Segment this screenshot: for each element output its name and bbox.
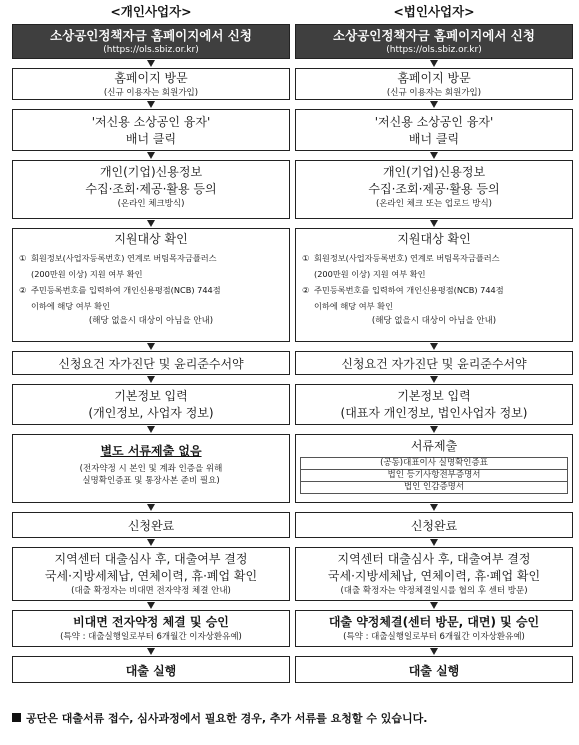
complete-box — [295, 512, 573, 538]
down-arrow-icon — [295, 647, 573, 656]
down-arrow-icon — [12, 425, 290, 434]
header-url-text: (https://ols.sbiz.or.kr) — [103, 45, 199, 55]
basic-info-main: 기본정보 입력 — [114, 389, 188, 403]
documents-title: 별도 서류제출 없음 — [100, 444, 202, 458]
review-sub: (대출 확정자는 약정체결일시를 협의 후 센터 방문) — [340, 586, 528, 596]
basic-info-box — [295, 384, 573, 425]
down-arrow-icon — [12, 219, 290, 228]
consent-box — [295, 160, 573, 219]
banner-box — [12, 109, 290, 151]
down-arrow-icon — [12, 503, 290, 512]
individual-column — [12, 0, 290, 683]
item-number: ① — [302, 253, 310, 263]
eligibility-title: 지원대상 확인 — [114, 232, 188, 246]
contract-box — [295, 610, 573, 647]
square-bullet-icon — [12, 713, 21, 722]
basic-info-sub: (대표자 개인정보, 법인사업자 정보) — [340, 406, 528, 420]
consent-sub: (온라인 체크 또는 업로드 방식) — [376, 199, 492, 209]
eligibility-item-1-cont: (200만원 이상) 지원 여부 확인 — [314, 269, 426, 279]
execute-text: 대출 실행 — [408, 664, 460, 678]
documents-note-2: 실명확인증표 및 통장사본 준비 필요) — [82, 476, 220, 486]
eligibility-item-1 — [296, 250, 572, 266]
header-url-text: (https://ols.sbiz.or.kr) — [386, 45, 482, 55]
complete-text: 신청완료 — [127, 519, 175, 533]
visit-box — [12, 68, 290, 100]
execute-box — [295, 656, 573, 683]
item-text: 주민등록번호를 입력하여 개인신용평점(NCB) 744점 — [31, 285, 221, 295]
review-sub: (대출 확정자는 비대면 전자약정 체결 안내) — [71, 586, 231, 596]
banner-line2: 배너 클릭 — [125, 132, 177, 146]
documents-box — [295, 434, 573, 503]
header-main-text: 소상공인정책자금 홈페이지에서 신청 — [50, 28, 252, 43]
visit-box — [295, 68, 573, 100]
down-arrow-icon — [295, 151, 573, 160]
visit-sub-text: (신규 이용자는 회원가입) — [386, 88, 482, 98]
consent-line2: 수집·조회·제공·활용 등의 — [85, 182, 217, 196]
eligibility-item-1 — [13, 250, 289, 266]
down-arrow-icon — [12, 538, 290, 547]
down-arrow-icon — [12, 375, 290, 384]
down-arrow-icon — [295, 601, 573, 610]
banner-line1: '저신용 소상공인 융자' — [91, 115, 211, 129]
down-arrow-icon — [295, 503, 573, 512]
down-arrow-icon — [12, 100, 290, 109]
header-main-text: 소상공인정책자금 홈페이지에서 신청 — [333, 28, 535, 43]
down-arrow-icon — [295, 375, 573, 384]
contract-main: 대출 약정체결(센터 방문, 대면) 및 승인 — [328, 615, 540, 629]
execute-box — [12, 656, 290, 683]
contract-sub: (특약 : 대출실행일로부터 6개월간 이자상환유예) — [60, 632, 242, 642]
item-number: ① — [19, 253, 27, 263]
apply-header-box — [295, 24, 573, 59]
visit-main-text: 홈페이지 방문 — [397, 71, 471, 85]
banner-box — [295, 109, 573, 151]
banner-line2: 배너 클릭 — [408, 132, 460, 146]
contract-main: 비대면 전자약정 체결 및 승인 — [73, 615, 229, 629]
apply-header-box — [12, 24, 290, 59]
review-line1: 지역센터 대출심사 후, 대출여부 결정 — [337, 552, 531, 566]
consent-line1: 개인(기업)신용정보 — [382, 165, 486, 179]
down-arrow-icon — [12, 151, 290, 160]
footer-note-text: 공단은 대출서류 접수, 심사과정에서 필요한 경우, 추가 서류를 요청할 수 있습니다. — [26, 712, 428, 725]
document-item: 법인 등기사항전부증명서 — [300, 470, 568, 482]
corporate-column — [295, 0, 573, 683]
consent-box — [12, 160, 290, 219]
down-arrow-icon — [12, 647, 290, 656]
document-item: 법인 인감증명서 — [300, 482, 568, 494]
contract-box — [12, 610, 290, 647]
down-arrow-icon — [295, 59, 573, 68]
down-arrow-icon — [12, 601, 290, 610]
item-text: 회원정보(사업자등록번호) 연계로 버팀목자금플러스 — [31, 253, 217, 263]
contract-sub: (특약 : 대출실행일로부터 6개월간 이자상환유예) — [343, 632, 525, 642]
down-arrow-icon — [295, 219, 573, 228]
item-text: 회원정보(사업자등록번호) 연계로 버팀목자금플러스 — [314, 253, 500, 263]
review-box — [12, 547, 290, 601]
down-arrow-icon — [295, 425, 573, 434]
self-check-box — [12, 351, 290, 375]
eligibility-note: (해당 없을시 대상이 아님을 안내) — [88, 316, 214, 326]
eligibility-item-2 — [296, 282, 572, 298]
banner-line1: '저신용 소상공인 융자' — [374, 115, 494, 129]
down-arrow-icon — [295, 342, 573, 351]
review-line2: 국세·지방세체납, 연체이력, 휴·폐업 확인 — [44, 569, 258, 583]
basic-info-sub: (개인정보, 사업자 정보) — [88, 406, 214, 420]
down-arrow-icon — [295, 538, 573, 547]
eligibility-item-2-cont: 이하에 해당 여부 확인 — [314, 301, 393, 311]
documents-title: 서류제출 — [410, 439, 458, 453]
eligibility-item-2-cont: 이하에 해당 여부 확인 — [31, 301, 110, 311]
execute-text: 대출 실행 — [125, 664, 177, 678]
review-line1: 지역센터 대출심사 후, 대출여부 결정 — [54, 552, 248, 566]
consent-line2: 수집·조회·제공·활용 등의 — [368, 182, 500, 196]
eligibility-item-1-cont: (200만원 이상) 지원 여부 확인 — [31, 269, 143, 279]
self-check-text: 신청요건 자가진단 및 윤리준수서약 — [58, 357, 244, 371]
down-arrow-icon — [12, 342, 290, 351]
item-text: 주민등록번호를 입력하여 개인신용평점(NCB) 744점 — [314, 285, 504, 295]
documents-box — [12, 434, 290, 503]
eligibility-note: (해당 없을시 대상이 아님을 안내) — [371, 316, 497, 326]
eligibility-box — [295, 228, 573, 342]
basic-info-main: 기본정보 입력 — [397, 389, 471, 403]
document-item: (공동)대표이사 실명확인증표 — [300, 457, 568, 470]
eligibility-box — [12, 228, 290, 342]
complete-text: 신청완료 — [410, 519, 458, 533]
visit-sub-text: (신규 이용자는 회원가입) — [103, 88, 199, 98]
item-number: ② — [302, 285, 310, 295]
eligibility-item-2 — [13, 282, 289, 298]
documents-note-1: (전자약정 시 본인 및 계좌 인증을 위해 — [79, 464, 223, 474]
item-number: ② — [19, 285, 27, 295]
eligibility-title: 지원대상 확인 — [397, 232, 471, 246]
visit-main-text: 홈페이지 방문 — [114, 71, 188, 85]
complete-box — [12, 512, 290, 538]
down-arrow-icon — [12, 59, 290, 68]
self-check-text: 신청요건 자가진단 및 윤리준수서약 — [341, 357, 527, 371]
consent-line1: 개인(기업)신용정보 — [99, 165, 203, 179]
footer-note — [12, 711, 572, 727]
column-title: <개인사업자> — [110, 4, 192, 19]
column-title: <법인사업자> — [393, 4, 475, 19]
consent-sub: (온라인 체크방식) — [117, 199, 185, 209]
self-check-box — [295, 351, 573, 375]
down-arrow-icon — [295, 100, 573, 109]
review-box — [295, 547, 573, 601]
review-line2: 국세·지방세체납, 연체이력, 휴·폐업 확인 — [327, 569, 541, 583]
basic-info-box — [12, 384, 290, 425]
